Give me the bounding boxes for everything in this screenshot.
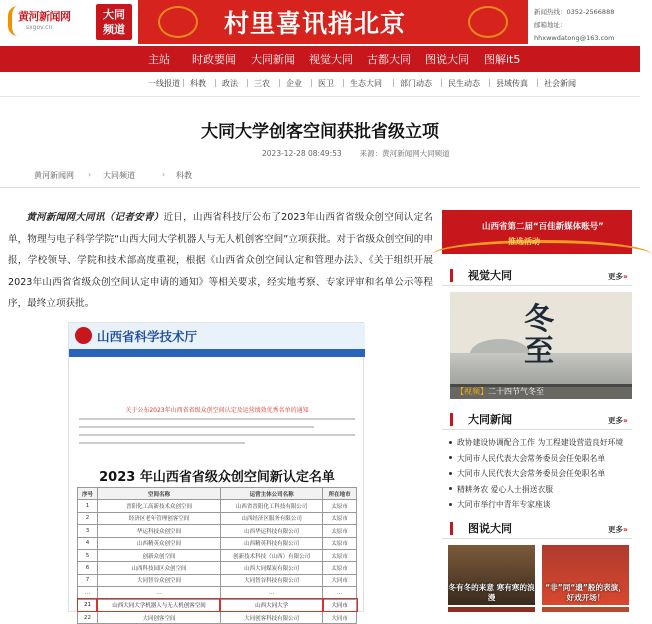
table-cell: 山西科技园区众创空间 (97, 562, 220, 574)
subnav-separator: | (182, 78, 185, 87)
nav-item-photo[interactable]: 图说大同 (425, 53, 469, 66)
table-cell: 大同市 (323, 611, 357, 623)
section-header-visual (442, 266, 632, 286)
lantern-ornament-icon (158, 6, 198, 38)
nav-item-infographic[interactable]: 图解it5 (484, 53, 521, 66)
table-cell: … (97, 587, 220, 599)
site-logo[interactable] (8, 2, 92, 42)
subnav-separator: | (342, 78, 345, 87)
phone-number: 0352-2566888 (566, 8, 615, 16)
article-document-image (68, 322, 364, 622)
video-caption-text: 二十四节气冬至 (488, 387, 544, 396)
table-cell: 太原市 (323, 512, 357, 524)
subnav-separator: | (310, 78, 313, 87)
divider (0, 96, 640, 97)
email-address[interactable]: hhxwwdatong@163.com (534, 34, 615, 42)
table-cell: 山西大同大学机器人与无人机创客空间 (97, 599, 220, 611)
subnav-item[interactable]: 民生动态 (448, 79, 480, 88)
list-item[interactable] (446, 484, 636, 500)
subnav-item[interactable]: 科教 (190, 79, 206, 88)
article-title: 大同大学创客空间获批省级立项 (201, 122, 439, 142)
news-link[interactable]: 大同市人民代表大会常务委员会任免职名单 (457, 469, 606, 478)
table-row (78, 574, 357, 586)
table-cell: 22 (78, 611, 98, 623)
table-cell: 创新众创空间 (97, 549, 220, 561)
promo-line2: 推选活动 (508, 237, 540, 246)
sub-nav (0, 78, 640, 92)
promo-line1: 山西省第二届“百佳新媒体账号” (482, 222, 604, 232)
subnav-item[interactable]: 企业 (286, 79, 302, 88)
table-cell: 华运科技众创空间 (97, 525, 220, 537)
main-nav (0, 46, 640, 72)
table-header: 空间名称 (97, 488, 220, 500)
photo-caption: 冬有冬的来意 寒有寒的浪漫 (448, 583, 535, 602)
list-item[interactable] (446, 437, 636, 453)
more-label: 更多 (608, 272, 623, 281)
table-row (78, 611, 357, 623)
document-header (69, 323, 365, 349)
table-cell: 6 (78, 562, 98, 574)
email-label: 邮箱地址： (534, 21, 567, 29)
subnav-item[interactable]: 一线报道 (148, 79, 180, 88)
table-row (78, 562, 357, 574)
bullet-icon (449, 472, 452, 475)
table-row (78, 512, 357, 524)
document-table (77, 487, 357, 624)
table-row (78, 500, 357, 512)
nav-item-politics[interactable]: 时政要闻 (192, 53, 236, 66)
more-arrow-icon: » (623, 272, 628, 281)
section-title: 视觉大同 (468, 269, 512, 282)
channel-badge[interactable]: 大同 频道 (96, 4, 132, 40)
table-header: 序号 (78, 488, 98, 500)
table-header: 运营主体公司名称 (220, 488, 322, 500)
video-caption (450, 384, 632, 399)
article-lead: 黄河新闻网大同讯（记者安青） (26, 212, 164, 223)
table-cell: 山西省晋阳化工科技有限公司 (220, 500, 322, 512)
subnav-separator: | (488, 78, 491, 87)
table-cell: 晋阳化工高新技术众创空间 (97, 500, 220, 512)
table-cell: 大同创客空间 (97, 611, 220, 623)
table-header: 所在地市 (323, 488, 357, 500)
table-cell: 山西精英科技有限公司 (220, 537, 322, 549)
more-label: 更多 (608, 416, 623, 425)
site-header (0, 0, 640, 44)
table-cell: 大同市 (323, 574, 357, 586)
logo-url: sxgov.cn (26, 24, 53, 31)
article-meta (262, 148, 450, 159)
list-item[interactable] (446, 453, 636, 469)
bullet-icon (449, 487, 452, 490)
table-cell: 1 (78, 500, 98, 512)
table-cell: 太原市 (323, 525, 357, 537)
table-row (78, 549, 357, 561)
nav-item-visual[interactable]: 视觉大同 (309, 53, 353, 66)
photo-caption: “非”同“遗”般的表演，好戏开场！ (545, 583, 626, 602)
table-row (78, 537, 357, 549)
table-cell: 大同智谷众创空间 (97, 574, 220, 586)
table-cell: 太原市 (323, 562, 357, 574)
table-cell: … (220, 587, 322, 599)
subnav-item[interactable]: 部门动态 (400, 79, 432, 88)
more-link[interactable] (608, 271, 628, 282)
article-text: 近日，山西省科技厅公布了2023年山西省省级众创空间认定名单，物理与电子科学学院“山西大同大学机器人与无人机创客空间”立项获批。对于省级众创空间的申报，学校领导、学院和技术部高度重视，根据《山西省众创空间认定和管理办法》、《关于组织开展2023年山西省省级众创空间认定申请的通知》等相关要求，经实地考察、专家评审和名单公示等程序，最终立项获批。 (8, 212, 434, 310)
breadcrumb (0, 168, 640, 188)
document-table-title: 2023 年山西省省级众创空间新认定名单 (99, 470, 335, 485)
nav-item-home[interactable]: 主站 (148, 53, 170, 66)
table-cell: 大同智谷科技有限公司 (220, 574, 322, 586)
table-cell: … (78, 587, 98, 599)
banner-slogan: 村里喜讯捎北京 (224, 9, 407, 38)
breadcrumb-arrow-icon: › (88, 170, 92, 179)
table-cell: 5 (78, 549, 98, 561)
table-cell: 2 (78, 512, 98, 524)
table-cell: 山西经济区服务有限公司 (220, 512, 322, 524)
subnav-separator: | (440, 78, 443, 87)
table-cell: 山西华运科技有限公司 (220, 525, 322, 537)
table-cell: 3 (78, 525, 98, 537)
phone-label: 新闻热线： (534, 8, 567, 16)
video-thumbnail[interactable] (450, 292, 632, 399)
subnav-separator: | (536, 78, 539, 87)
table-cell: 大同创客科技有限公司 (220, 611, 322, 623)
news-list (446, 437, 636, 515)
document-nav-bar (69, 349, 365, 357)
breadcrumb-item[interactable]: 大同频道 (103, 171, 135, 180)
document-notice-title: 关于公布2023年山西省省级众创空间认定及运营绩效优秀名单的通知 (125, 407, 309, 414)
subnav-item[interactable]: 三农 (254, 79, 270, 88)
list-item[interactable] (446, 499, 636, 515)
contact-info (534, 6, 640, 45)
more-label: 更多 (608, 525, 623, 534)
news-link[interactable]: 精耕务农 爱心人士捐送衣服 (457, 484, 554, 494)
article-body (8, 207, 433, 315)
photo-thumbnail[interactable] (542, 545, 629, 605)
table-cell: 山西大同大学 (220, 599, 322, 611)
table-cell: 太原市 (323, 537, 357, 549)
section-marker-icon (450, 522, 453, 535)
emblem-icon (75, 327, 92, 344)
more-arrow-icon: » (623, 416, 628, 425)
section-marker-icon (450, 413, 453, 426)
nav-item-ancient-capital[interactable]: 古都大同 (367, 53, 411, 66)
logo-text: 黄河新闻网 (18, 10, 71, 23)
news-link[interactable]: 大同市举行中青年专家座谈 (457, 500, 551, 509)
table-row (78, 587, 357, 599)
bullet-icon (449, 456, 452, 459)
bullet-icon (449, 503, 452, 506)
section-title: 大同新闻 (468, 413, 512, 426)
subnav-separator: | (214, 78, 217, 87)
more-arrow-icon: » (623, 525, 628, 534)
article-time: 2023-12-28 08:49:53 (262, 149, 342, 158)
table-row-highlighted (78, 599, 357, 611)
subnav-separator: | (278, 78, 281, 87)
subnav-item[interactable]: 县域传真 (496, 79, 528, 88)
nav-item-datong-news[interactable]: 大同新闻 (251, 53, 295, 66)
table-cell: 7 (78, 574, 98, 586)
more-link[interactable] (608, 524, 628, 535)
section-title: 图说大同 (468, 522, 512, 535)
table-cell: 4 (78, 537, 98, 549)
table-cell: 经济区老年管理创客空间 (97, 512, 220, 524)
photo-thumbnail[interactable] (542, 607, 629, 612)
table-cell: 大同市 (323, 599, 357, 611)
photo-thumbnail[interactable] (448, 545, 535, 605)
table-cell: … (323, 587, 357, 599)
subnav-separator: | (246, 78, 249, 87)
breadcrumb-arrow-icon: › (162, 170, 166, 179)
news-link[interactable]: 政协建设协调配合工作 为工程建设营造良好环境 (457, 438, 624, 447)
table-cell: 太原市 (323, 500, 357, 512)
table-cell: 创新技术科技（山西）有限公司 (220, 549, 322, 561)
lantern-ornament-icon (468, 6, 508, 38)
section-marker-icon (450, 269, 453, 282)
subnav-separator: | (392, 78, 395, 87)
header-banner[interactable] (138, 0, 528, 44)
bullet-icon (449, 441, 452, 444)
subnav-item[interactable]: 生态大同 (350, 79, 382, 88)
photo-thumbnail[interactable] (448, 607, 535, 612)
news-link[interactable]: 大同市人民代表大会常务委员会任免职名单 (457, 453, 606, 463)
table-cell: 太原市 (323, 549, 357, 561)
video-big-text: 冬 至 (524, 302, 554, 369)
breadcrumb-item[interactable]: 黄河新闻网 (34, 171, 74, 180)
document-department: 山西省科学技术厅 (97, 329, 198, 344)
more-link[interactable] (608, 415, 628, 426)
breadcrumb-item[interactable]: 科教 (176, 171, 192, 180)
section-header-photo (442, 519, 632, 539)
table-cell: 山西精英众创空间 (97, 537, 220, 549)
section-header-news (442, 410, 632, 430)
table-row (78, 525, 357, 537)
table-cell: 山西大同煤炭有限公司 (220, 562, 322, 574)
promo-banner[interactable] (442, 210, 632, 254)
list-item[interactable] (446, 468, 636, 484)
table-cell: 21 (78, 599, 98, 611)
document-text-lines (79, 418, 355, 450)
subnav-item[interactable]: 医卫 (318, 79, 334, 88)
subnav-item[interactable]: 政法 (222, 79, 238, 88)
article-source: 来源：黄河新闻网大同频道 (359, 149, 450, 158)
subnav-item[interactable]: 社会新闻 (544, 79, 576, 88)
video-tag: 【视频】 (456, 387, 488, 396)
